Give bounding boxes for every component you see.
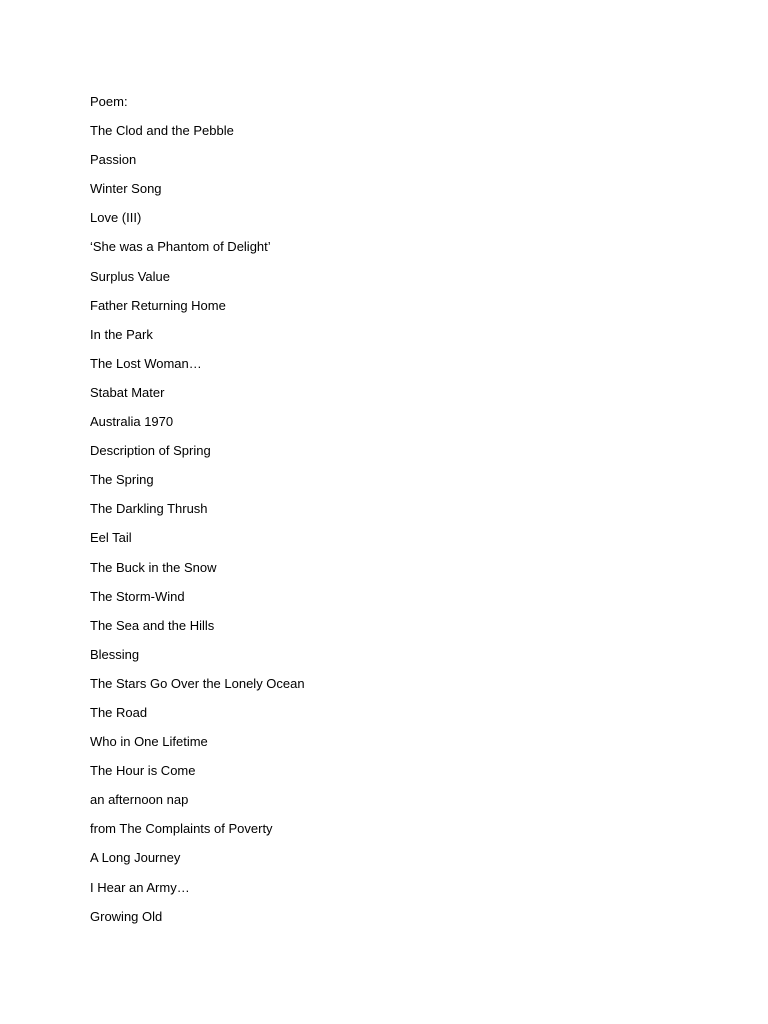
- poem-title: I Hear an Army…: [90, 879, 190, 895]
- poem-title: The Sea and the Hills: [90, 617, 215, 633]
- poem-title: Who in One Lifetime: [90, 734, 208, 750]
- poem-title: Surplus Value: [90, 268, 170, 284]
- poem-title: The Spring: [90, 472, 154, 488]
- poem-title: Stabat Mater: [90, 384, 165, 400]
- poem-title: The Lost Woman…: [90, 355, 202, 371]
- poem-title: The Clod and the Pebble: [90, 123, 234, 139]
- poem-title: Eel Tail: [90, 530, 132, 546]
- poem-title: ‘She was a Phantom of Delight’: [90, 239, 271, 255]
- poem-title: Winter Song: [90, 181, 162, 197]
- poem-title: The Hour is Come: [90, 763, 196, 779]
- poem-title: The Stars Go Over the Lonely Ocean: [90, 675, 305, 691]
- poem-title: In the Park: [90, 326, 153, 342]
- poem-title: Love (III): [90, 210, 142, 226]
- poem-title: Australia 1970: [90, 414, 174, 430]
- poem-title: from The Complaints of Poverty: [90, 821, 273, 837]
- poem-heading: Poem:: [90, 94, 128, 109]
- poem-title: an afternoon nap: [90, 792, 189, 808]
- document-body: [90, 92, 710, 936]
- poem-title: Growing Old: [90, 908, 163, 924]
- poem-title: The Road: [90, 704, 148, 720]
- poem-title: Passion: [90, 152, 137, 168]
- poem-title: A Long Journey: [90, 850, 181, 866]
- poem-title: The Buck in the Snow: [90, 559, 217, 575]
- poem-title: The Darkling Thrush: [90, 501, 208, 517]
- poem-title: Description of Spring: [90, 443, 211, 459]
- poem-list: [90, 121, 710, 936]
- poem-title: Father Returning Home: [90, 297, 226, 313]
- poem-title: The Storm-Wind: [90, 588, 185, 604]
- poem-title: Blessing: [90, 646, 140, 662]
